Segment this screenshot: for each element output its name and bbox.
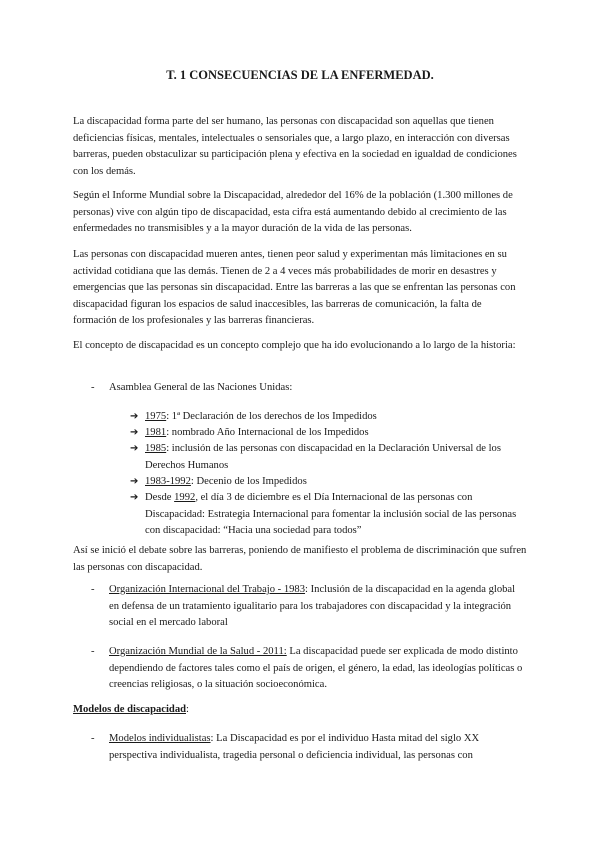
section-heading-models bbox=[73, 702, 527, 719]
dash-bullet: - bbox=[91, 584, 95, 595]
list-item-organization bbox=[73, 644, 527, 694]
timeline-year: 1992 bbox=[174, 492, 196, 503]
organization-text: La discapacidad puede ser explicada de modo distinto dependiendo de factores tales como el país de origen, el género, la edad, las ideologías políticas o creencias religiosas, o la situación socioeconómica. bbox=[109, 646, 523, 691]
timeline-prefix: Desde bbox=[145, 492, 175, 503]
timeline-item bbox=[130, 441, 527, 474]
timeline-text: : nombrado Año Internacional de los Impedidos bbox=[166, 427, 369, 438]
organization-name: Organización Mundial de la Salud - 2011: bbox=[109, 646, 287, 657]
arrow-right-icon: ➔ bbox=[130, 476, 139, 487]
paragraph-debate: Así se inició el debate sobre las barreras, poniendo de manifiesto el problema de discriminación que sufren las personas con discapacidad. bbox=[73, 545, 527, 573]
models-heading-colon: : bbox=[186, 704, 189, 715]
timeline-year: 1981 bbox=[145, 427, 167, 438]
timeline-text: : inclusión de las personas con discapacidad en la Declaración Universal de los Derechos Humanos bbox=[145, 443, 501, 471]
model-name: Modelos individualistas bbox=[109, 733, 211, 744]
timeline-item bbox=[130, 490, 527, 540]
model-text: : La Discapacidad es por el individuo Hasta mitad del siglo XX perspectiva individualista, tragedia personal o deficiencia individual, las personas con bbox=[109, 733, 480, 761]
arrow-right-icon: ➔ bbox=[130, 492, 139, 503]
dash-bullet: - bbox=[91, 733, 95, 744]
timeline-item bbox=[130, 474, 527, 491]
arrow-right-icon: ➔ bbox=[130, 411, 139, 422]
timeline-year: 1975 bbox=[145, 411, 167, 422]
timeline-item bbox=[130, 425, 527, 442]
document-title: T. 1 CONSECUENCIAS DE LA ENFERMEDAD. bbox=[166, 68, 434, 82]
organization-name: Organización Internacional del Trabajo - 1983 bbox=[109, 584, 306, 595]
paragraph-concept: El concepto de discapacidad es un concepto complejo que ha ido evolucionando a lo largo de la historia: bbox=[73, 340, 516, 351]
paragraph-statistics: Según el Informe Mundial sobre la Discapacidad, alrededor del 16% de la población (1.300 millones de personas) vive con algún tipo de discapacidad, esta cifra está aumentando debido al crecimiento de las enfermedades no transmisibles y a la mayor duración de la vida de las personas. bbox=[73, 190, 513, 235]
timeline-item bbox=[130, 409, 527, 426]
list-item-model bbox=[73, 731, 527, 765]
timeline-text: : Decenio de los Impedidos bbox=[190, 476, 307, 487]
dash-bullet: - bbox=[91, 646, 95, 657]
timeline-year: 1983-1992 bbox=[145, 476, 191, 487]
timeline-text: : 1ª Declaración de los derechos de los Impedidos bbox=[166, 411, 377, 422]
models-heading-text: Modelos de discapacidad bbox=[73, 704, 187, 715]
arrow-right-icon: ➔ bbox=[130, 443, 139, 454]
asamblea-label: Asamblea General de las Naciones Unidas: bbox=[109, 382, 293, 393]
dash-bullet: - bbox=[91, 382, 95, 393]
timeline-text: , el día 3 de diciembre es el Día Internacional de las personas con Discapacidad: Estrategia Internacional para fomentar la inclusión social de las personas con discapacidad: “Hacia una sociedad para todos” bbox=[145, 492, 517, 537]
organization-text: : Inclusión de la discapacidad en la agenda global en defensa de un tratamiento igualitario para los trabajadores con discapacidad y la integración social en el mercado laboral bbox=[109, 584, 516, 629]
paragraph-health-barriers: Las personas con discapacidad mueren antes, tienen peor salud y experimentan más limitaciones en su actividad cotidiana que las demás. Tienen de 2 a 4 veces más probabilidades de morir en desastres y emergencias que las personas sin discapacidad. Entre las barreras a las que se enfrentan las personas con discapacidad figuran los espacios de salud inaccesibles, las barreras de comunicación, la falta de formación de los profesionales y las barreras financieras. bbox=[73, 249, 516, 327]
list-item-asamblea bbox=[73, 380, 527, 397]
list-item-organization bbox=[73, 582, 527, 632]
paragraph-definition: La discapacidad forma parte del ser humano, las personas con discapacidad son aquellas que tienen deficiencias físicas, mentales, intelectuales o sensoriales que, a largo plazo, en interacción con diversas barreras, pueden obstaculizar su participación plena y efectiva en la sociedad en igualdad de condiciones con los demás. bbox=[73, 116, 517, 177]
arrow-right-icon: ➔ bbox=[130, 427, 139, 438]
timeline-year: 1985 bbox=[145, 443, 167, 454]
